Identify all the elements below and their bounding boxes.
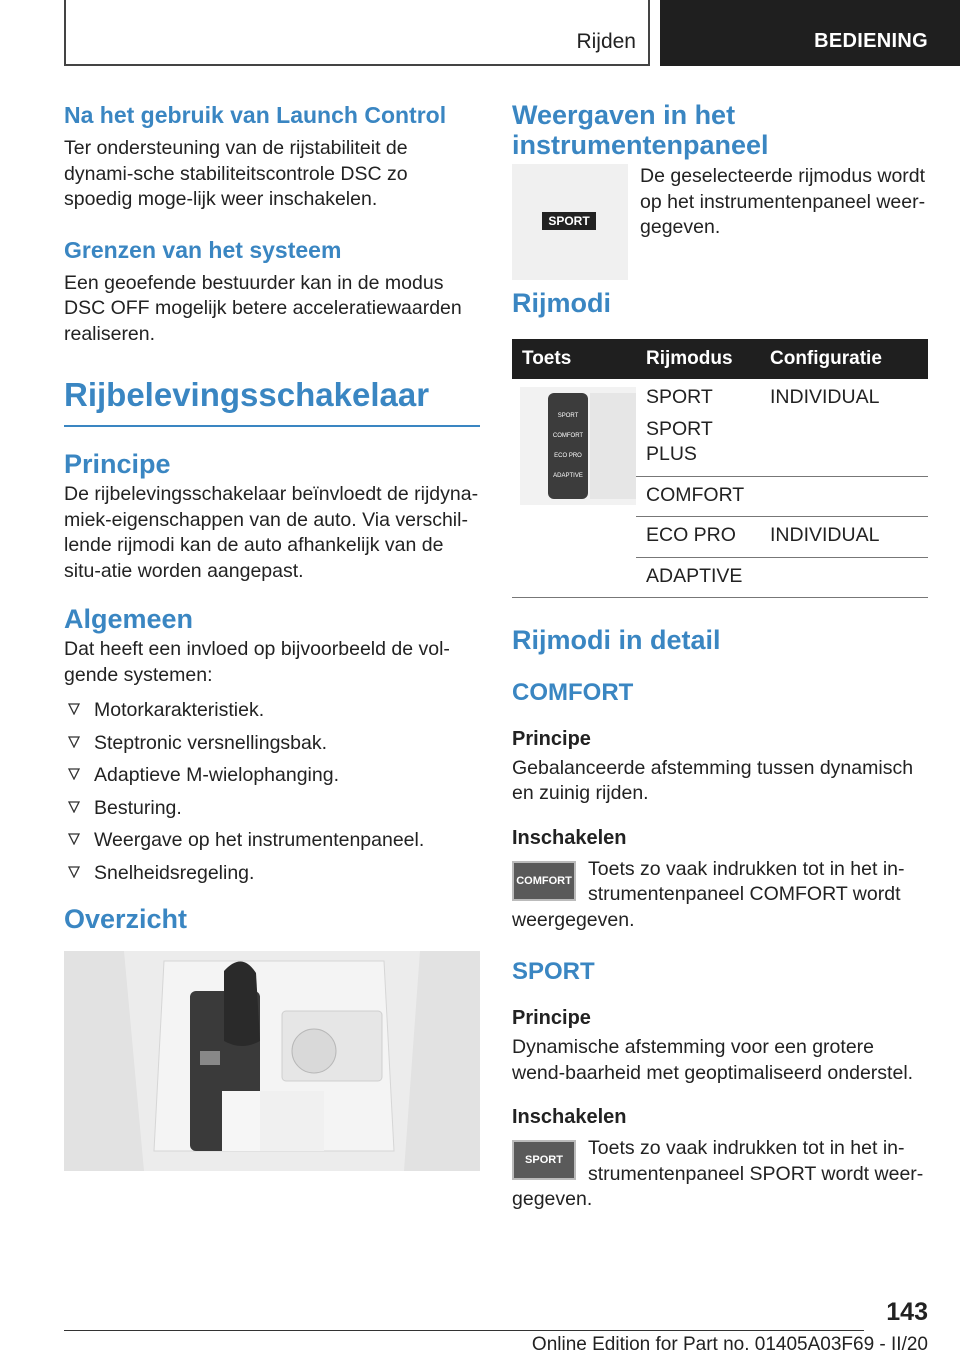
console-overview-image	[64, 951, 480, 1171]
config-cell: INDIVIDUAL	[760, 517, 928, 558]
sport-principle-text: Dynamische afstemming voor een grotere wend-baarheid met geoptimaliseerd onderstel.	[512, 1036, 914, 1084]
table-bottom-rule	[512, 598, 928, 599]
triangle-bullet-icon	[68, 736, 80, 748]
limits-text: Een geoefende bestuurder kan in de modus DSC OFF mogelijk betere acceleratiewaarden realiseren.	[64, 271, 462, 345]
comfort-principle-label: Principe	[512, 727, 591, 750]
general-text: Dat heeft een invloed op bijvoorbeeld de vol-gende systemen:	[64, 638, 450, 686]
display-image	[512, 164, 628, 280]
right-column	[512, 100, 928, 1213]
list-item: Snelheidsregeling.	[64, 861, 480, 887]
display-heading: Weergaven in het instrumentenpaneel	[512, 100, 769, 160]
header-section: Rijden	[576, 30, 636, 53]
triangle-bullet-icon	[68, 866, 80, 878]
list-item: Motorkarakteristiek.	[64, 698, 480, 724]
comfort-principle-text: Gebalanceerde afstemming tussen dynamisch en zuinig rijden.	[512, 756, 914, 804]
switch-label-sport: SPORT	[557, 413, 579, 419]
principle-text: De rijbelevingsschakelaar beïnvloedt de rijdyna-miek-eigenschappen van de auto. Via verschil-lende rijmodi kan de auto afhankelijk van de situ-atie worden aangepast.	[64, 483, 479, 582]
display-text: De geselecteerde rijmodus wordt op het instrumentenpaneel weer-gegeven.	[640, 165, 926, 238]
comfort-heading: COMFORT	[512, 678, 634, 706]
detail-heading: Rijmodi in detail	[512, 624, 721, 655]
switch-label-comfort: COMFORT	[552, 433, 584, 439]
table-header-toets: Toets	[512, 339, 636, 379]
launch-heading: Na het gebruik van Launch Control	[64, 102, 447, 128]
config-cell	[760, 476, 928, 517]
footer-rule	[64, 1330, 864, 1331]
header-frame	[64, 0, 650, 66]
list-item: Steptronic versnellingsbak.	[64, 731, 480, 757]
list-item: Besturing.	[64, 796, 480, 822]
sport-display-badge: SPORT	[542, 212, 596, 230]
switch-label-eco-pro: ECO PRO	[554, 453, 582, 459]
main-heading: Rijbelevingsschakelaar	[64, 375, 480, 427]
modes-heading: Rijmodi	[512, 288, 611, 318]
table-header-configuratie: Configuratie	[760, 339, 928, 379]
mode-switch-image	[520, 387, 636, 505]
triangle-bullet-icon	[68, 703, 80, 715]
mode-switch-cell	[512, 379, 636, 598]
overview-heading: Overzicht	[64, 904, 188, 934]
limits-heading: Grenzen van het systeem	[64, 236, 342, 263]
switch-label-adaptive: ADAPTIVE	[553, 473, 583, 479]
header-chapter: BEDIENING	[814, 30, 928, 52]
edition-text: Online Edition for Part no. 01405A03F69 - II/20	[531, 1334, 928, 1355]
mode-cell: ADAPTIVE	[636, 557, 760, 598]
config-cell: INDIVIDUAL	[770, 386, 880, 408]
header-chapter-tab	[660, 0, 960, 66]
comfort-enable-text: Toets zo vaak indrukken tot in het in-strumentenpaneel COMFORT wordt weergegeven.	[512, 857, 905, 931]
page-number: 143	[886, 1298, 928, 1326]
config-cell	[760, 557, 928, 598]
triangle-bullet-icon	[68, 768, 80, 780]
comfort-enable-label: Inschakelen	[512, 826, 627, 849]
sport-principle-label: Principe	[512, 1007, 591, 1029]
table-header-rijmodus: Rijmodus	[636, 339, 760, 379]
mode-cell: COMFORT	[636, 476, 760, 517]
sport-enable-label: Inschakelen	[512, 1106, 627, 1128]
table-row	[512, 379, 928, 476]
modes-table	[512, 339, 928, 599]
left-column	[64, 100, 480, 1171]
sport-enable-text: Toets zo vaak indrukken tot in het in-strumentenpaneel SPORT wordt weer-gegeven.	[512, 1137, 924, 1210]
comfort-button-image: COMFORT	[512, 861, 576, 901]
list-item: Adaptieve M-wielophanging.	[64, 763, 480, 789]
list-item: Weergave op het instrumentenpaneel.	[64, 828, 480, 854]
general-heading: Algemeen	[64, 604, 194, 634]
mode-cell: ECO PRO	[636, 517, 760, 558]
triangle-bullet-icon	[68, 833, 80, 845]
systems-list	[64, 698, 480, 886]
triangle-bullet-icon	[68, 801, 80, 813]
launch-text: Ter ondersteuning van de rijstabiliteit de dynami-sche stabiliteitscontrole DSC zo spoedig moge-lijk weer inschakelen.	[64, 137, 408, 210]
sport-button-image: SPORT	[512, 1140, 576, 1180]
principle-heading: Principe	[64, 449, 171, 479]
sport-heading: SPORT	[512, 958, 595, 985]
mode-cell: SPORT SPORT PLUS	[646, 386, 713, 465]
